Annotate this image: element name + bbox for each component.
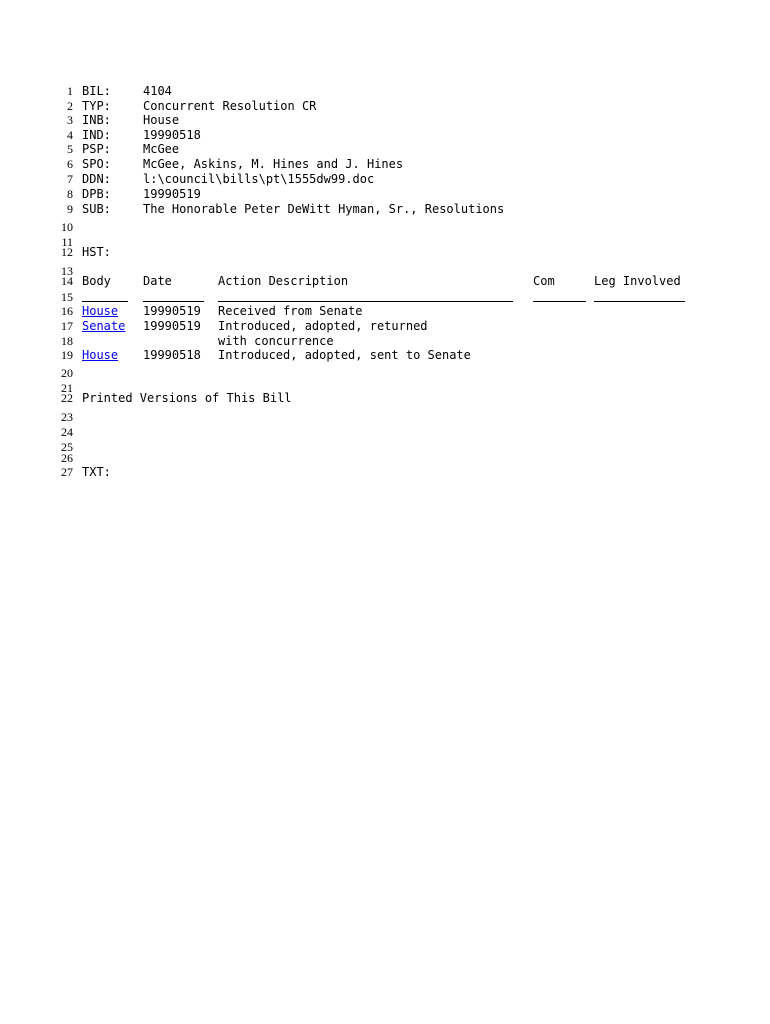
field-label: SPO: <box>82 157 111 171</box>
line-number: 12 <box>61 245 73 259</box>
row-action: Introduced, adopted, returned <box>218 319 428 333</box>
field-label: PSP: <box>82 142 111 156</box>
column-header-com: Com <box>533 274 555 288</box>
field-label: TYP: <box>82 99 111 113</box>
field-value-sub: The Honorable Peter DeWitt Hyman, Sr., Resolutions <box>143 202 505 216</box>
row-date: 19990519 <box>143 319 201 333</box>
line-number: 2 <box>67 99 73 113</box>
header-underline <box>143 301 204 302</box>
body-link-senate[interactable]: Senate <box>82 319 126 333</box>
line-number: 23 <box>61 410 73 424</box>
field-label: BIL: <box>82 84 111 98</box>
field-label: IND: <box>82 128 111 142</box>
row-date: 19990518 <box>143 348 201 362</box>
line-number: 1 <box>67 84 73 98</box>
line-number: 9 <box>67 202 73 216</box>
line-number: 22 <box>61 391 73 405</box>
field-value-dpb: 19990519 <box>143 187 201 201</box>
field-value-psp: McGee <box>143 142 180 156</box>
header-underline <box>82 301 128 302</box>
field-label: DPB: <box>82 187 111 201</box>
field-value-ind: 19990518 <box>143 128 201 142</box>
field-value-typ: Concurrent Resolution CR <box>143 99 317 113</box>
column-header-leg: Leg Involved <box>594 274 681 288</box>
line-number: 24 <box>61 425 73 439</box>
line-number: 17 <box>61 319 73 333</box>
column-header-body: Body <box>82 274 111 288</box>
field-label: INB: <box>82 113 111 127</box>
line-number: 6 <box>67 157 73 171</box>
row-action-continued: with concurrence <box>218 334 334 348</box>
header-underline <box>594 301 685 302</box>
row-action: Introduced, adopted, sent to Senate <box>218 348 471 362</box>
line-number: 14 <box>61 274 73 288</box>
column-header-date: Date <box>143 274 172 288</box>
row-date: 19990519 <box>143 304 201 318</box>
history-label: HST: <box>82 245 111 259</box>
line-number: 16 <box>61 304 73 318</box>
line-number: 20 <box>61 366 73 380</box>
field-label: SUB: <box>82 202 111 216</box>
printed-versions-heading: Printed Versions of This Bill <box>82 391 292 405</box>
line-number: 13 <box>61 264 73 278</box>
line-number: 11 <box>61 235 73 249</box>
line-number: 5 <box>67 142 73 156</box>
txt-label: TXT: <box>82 465 111 479</box>
field-label: DDN: <box>82 172 111 186</box>
line-number: 4 <box>67 128 73 142</box>
field-value-spo: McGee, Askins, M. Hines and J. Hines <box>143 157 404 171</box>
header-underline <box>218 301 513 302</box>
line-number: 18 <box>61 334 73 348</box>
field-value-bil: 4104 <box>143 84 172 98</box>
header-underline <box>533 301 586 302</box>
field-value-ddn: l:\council\bills\pt\1555dw99.doc <box>143 172 375 186</box>
line-number: 8 <box>67 187 73 201</box>
line-number: 25 <box>61 440 73 454</box>
line-number: 10 <box>61 220 73 234</box>
line-number: 27 <box>61 465 73 479</box>
column-header-action: Action Description <box>218 274 349 288</box>
line-number: 7 <box>67 172 73 186</box>
line-number: 21 <box>61 381 73 395</box>
row-action: Received from Senate <box>218 304 363 318</box>
line-number: 3 <box>67 113 73 127</box>
field-value-inb: House <box>143 113 180 127</box>
body-link-house[interactable]: House <box>82 304 119 318</box>
line-number: 15 <box>61 290 73 304</box>
line-number: 19 <box>61 348 73 362</box>
body-link-house[interactable]: House <box>82 348 119 362</box>
line-number: 26 <box>61 451 73 465</box>
